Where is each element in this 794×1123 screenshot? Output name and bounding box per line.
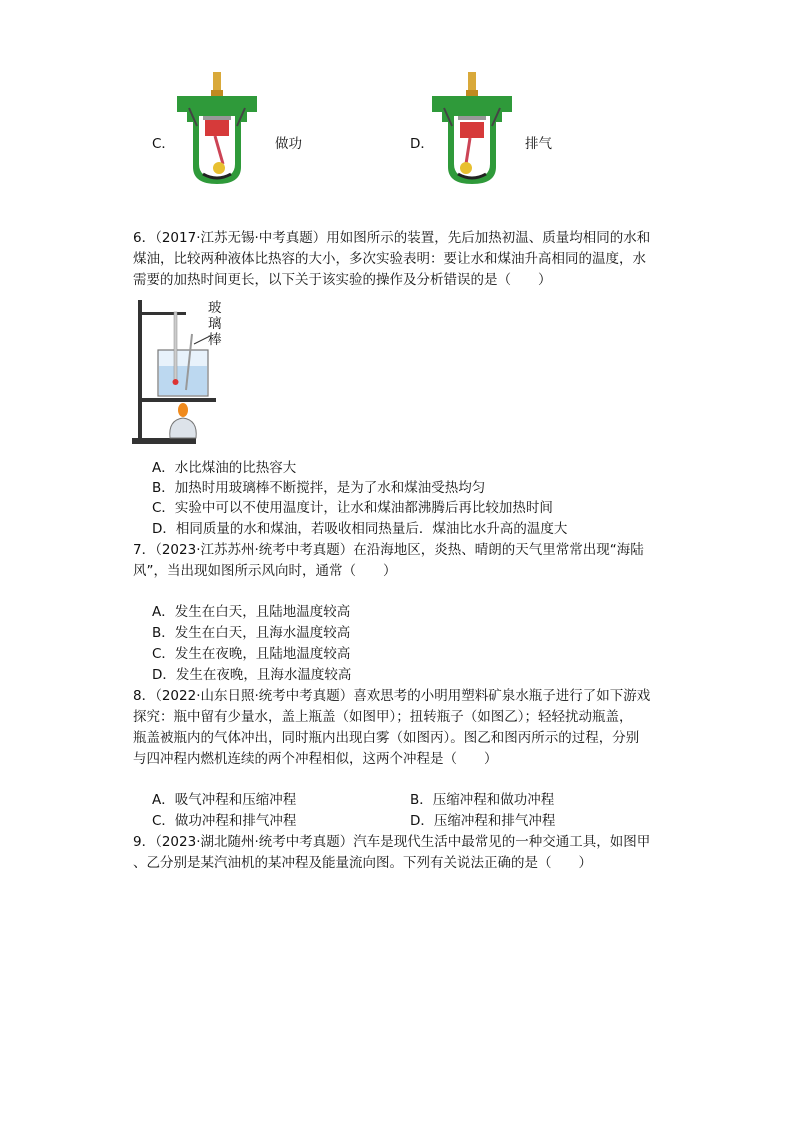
q8-option-c: C．做功冲程和排气冲程 <box>152 813 297 829</box>
q6-option-b: B．加热时用玻璃棒不断搅拌，是为了水和煤油受热均匀 <box>152 480 486 496</box>
engine-d-label: 排气 <box>525 136 552 152</box>
q8-line-4: 与四冲程内燃机连续的两个冲程相似，这两个冲程是（ ） <box>133 751 498 767</box>
q6-line-2: 煤油，比较两种液体比热容的大小，多次实验表明：要让水和煤油升高相同的温度，水 <box>133 251 646 267</box>
q8-option-d: D．压缩冲程和排气冲程 <box>410 813 556 829</box>
glass-rod-char-3: 棒 <box>208 332 222 348</box>
q6-line-1: 6．（2017·江苏无锡·中考真题）用如图所示的装置，先后加热初温、质量均相同的水和 <box>133 230 651 246</box>
q6-option-a: A．水比煤油的比热容大 <box>152 460 297 476</box>
q8-line-1: 8．（2022·山东日照·统考中考真题）喜欢思考的小明用塑料矿泉水瓶子进行了如下游戏 <box>133 688 651 704</box>
engine-c-letter: C． <box>152 136 175 152</box>
q8-option-a: A．吸气冲程和压缩冲程 <box>152 792 297 808</box>
glass-rod-char-2: 璃 <box>208 316 222 332</box>
q6-option-c: C．实验中可以不使用温度计，让水和煤油都沸腾后再比较加热时间 <box>152 500 553 516</box>
q7-line-1: 7．（2023·江苏苏州·统考中考真题）在沿海地区，炎热、晴朗的天气里常常出现“海陆 <box>133 542 644 558</box>
glass-rod-label <box>208 300 222 348</box>
q7-option-d: D．发生在夜晚，且海水温度较高 <box>152 667 352 683</box>
q6-option-d: D．相同质量的水和煤油，若吸收相同热量后．煤油比水升高的温度大 <box>152 521 568 537</box>
q9-line-1: 9．（2023·湖北随州·统考中考真题）汽车是现代生活中最常见的一种交通工具，如图甲 <box>133 834 651 850</box>
q8-line-2: 探究：瓶中留有少量水，盖上瓶盖（如图甲）；扭转瓶子（如图乙）；轻轻扰动瓶盖， <box>133 709 633 725</box>
q8-option-b: B．压缩冲程和做功冲程 <box>410 792 555 808</box>
engine-c-label: 做功 <box>275 136 302 152</box>
q6-line-3: 需要的加热时间更长，以下关于该实验的操作及分析错误的是（ ） <box>133 272 552 288</box>
q7-line-2: 风”，当出现如图所示风向时，通常（ ） <box>133 563 397 579</box>
q7-option-c: C．发生在夜晚，且陆地温度较高 <box>152 646 351 662</box>
glass-rod-char-1: 玻 <box>208 300 222 316</box>
engine-d-letter: D． <box>410 136 434 152</box>
engine-d-diagram <box>430 72 515 187</box>
q9-line-2: 、乙分别是某汽油机的某冲程及能量流向图。下列有关说法正确的是（ ） <box>133 855 592 871</box>
q7-option-b: B．发生在白天，且海水温度较高 <box>152 625 351 641</box>
engine-c-diagram <box>175 72 260 187</box>
q7-option-a: A．发生在白天，且陆地温度较高 <box>152 604 351 620</box>
q8-line-3: 瓶盖被瓶内的气体冲出，同时瓶内出现白雾（如图丙）。图乙和图丙所示的过程，分别 <box>133 730 640 746</box>
